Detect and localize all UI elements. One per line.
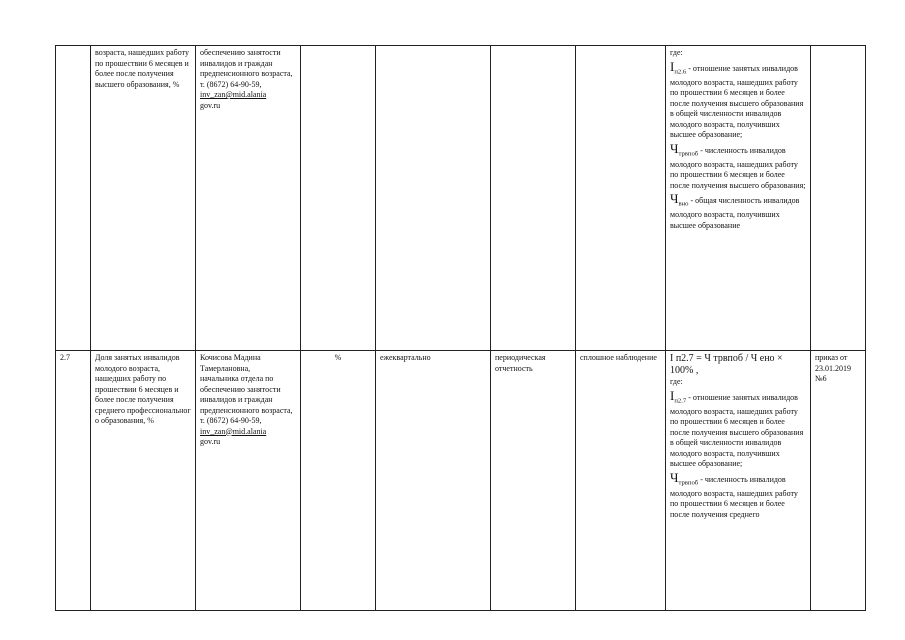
cell-source: периодическая отчетность <box>491 351 576 611</box>
var-symbol: I <box>670 387 675 403</box>
cell-order: приказ от 23.01.2019 №6 <box>811 351 866 611</box>
indicator-table <box>55 45 866 611</box>
cell-indicator-name <box>91 46 196 351</box>
cell-responsible <box>196 46 301 351</box>
var-subscript: вно <box>678 200 689 208</box>
responsible-email-domain: gov.ru <box>200 437 221 446</box>
var-subscript: трвпоб <box>678 479 699 487</box>
var-subscript: п2.7 <box>674 397 687 405</box>
cell-observation <box>576 46 666 351</box>
method-gde: где: <box>670 48 683 57</box>
var-description: - отношение занятых инвалидов молодого возраста, нашедших работу по прошествии 6 месяцев и более после получения высшего образования в общей численности инвалидов молодого возраста, получивших высшее образование; <box>670 392 804 469</box>
var-subscript: п2.6 <box>674 68 687 76</box>
indicator-name-text: Доля занятых инвалидов молодого возраста, нашедших работу по прошествии 6 месяцев и более после получения среднего профессиональног о образования, % <box>95 353 191 425</box>
var-symbol: Ч <box>670 140 679 156</box>
cell-number <box>56 46 91 351</box>
responsible-email[interactable]: inv_zan@mid.alania <box>200 426 267 436</box>
responsible-text: обеспечению занятости инвалидов и граждан предпенсионного возраста, <box>200 48 293 78</box>
cell-method <box>666 46 811 351</box>
method-gde: где: <box>670 377 683 386</box>
cell-method <box>666 351 811 611</box>
var-description: - общая численность инвалидов молодого возраста, получивших высшее образование <box>670 196 800 230</box>
responsible-text: начальника отдела по обеспечению занятости инвалидов и граждан предпенсионного возраста, <box>200 374 293 415</box>
responsible-email[interactable]: inv_zan@mid.alania <box>200 90 267 99</box>
var-symbol: I <box>670 58 675 74</box>
responsible-phone: т. (8672) 64-90-59, <box>200 79 262 89</box>
responsible-phone: т. (8672) 64-90-59, <box>200 416 262 425</box>
formula: I п2.7 = Ч трвпоб / Ч ено × 100% , <box>670 353 783 376</box>
cell-source <box>491 46 576 351</box>
indicator-name-text: возраста, нашедших работу по прошествии 6 месяцев и более после получения высшего образования, % <box>95 48 189 89</box>
table-row <box>56 46 866 351</box>
responsible-email-domain: gov.ru <box>200 100 221 110</box>
var-symbol: Ч <box>670 191 679 207</box>
cell-periodicity: ежеквартально <box>376 351 491 611</box>
cell-number: 2.7 <box>56 351 91 611</box>
cell-unit <box>301 46 376 351</box>
responsible-name: Кочисова Мадина Тамерлановна, <box>200 353 261 373</box>
table-row <box>56 351 866 611</box>
cell-indicator-name <box>91 351 196 611</box>
cell-order <box>811 46 866 351</box>
cell-observation: сплошное наблюдение <box>576 351 666 611</box>
var-symbol: Ч <box>670 469 679 485</box>
var-description: - численность инвалидов молодого возраста, нашедших работу по прошествии 6 месяцев и более после получения высшего образования; <box>670 145 806 190</box>
cell-periodicity <box>376 46 491 351</box>
var-description: - отношение занятых инвалидов молодого возраста, нашедших работу по прошествии 6 месяцев и более после получения высшего образования в общей численности инвалидов молодого возраста, получивших высшее образование; <box>670 63 804 140</box>
cell-unit: % <box>301 351 376 611</box>
var-subscript: трвпоб <box>678 150 699 158</box>
cell-responsible <box>196 351 301 611</box>
var-description: - численность инвалидов молодого возраста, нашедших работу по прошествии 6 месяцев и более после получения среднего <box>670 474 798 519</box>
